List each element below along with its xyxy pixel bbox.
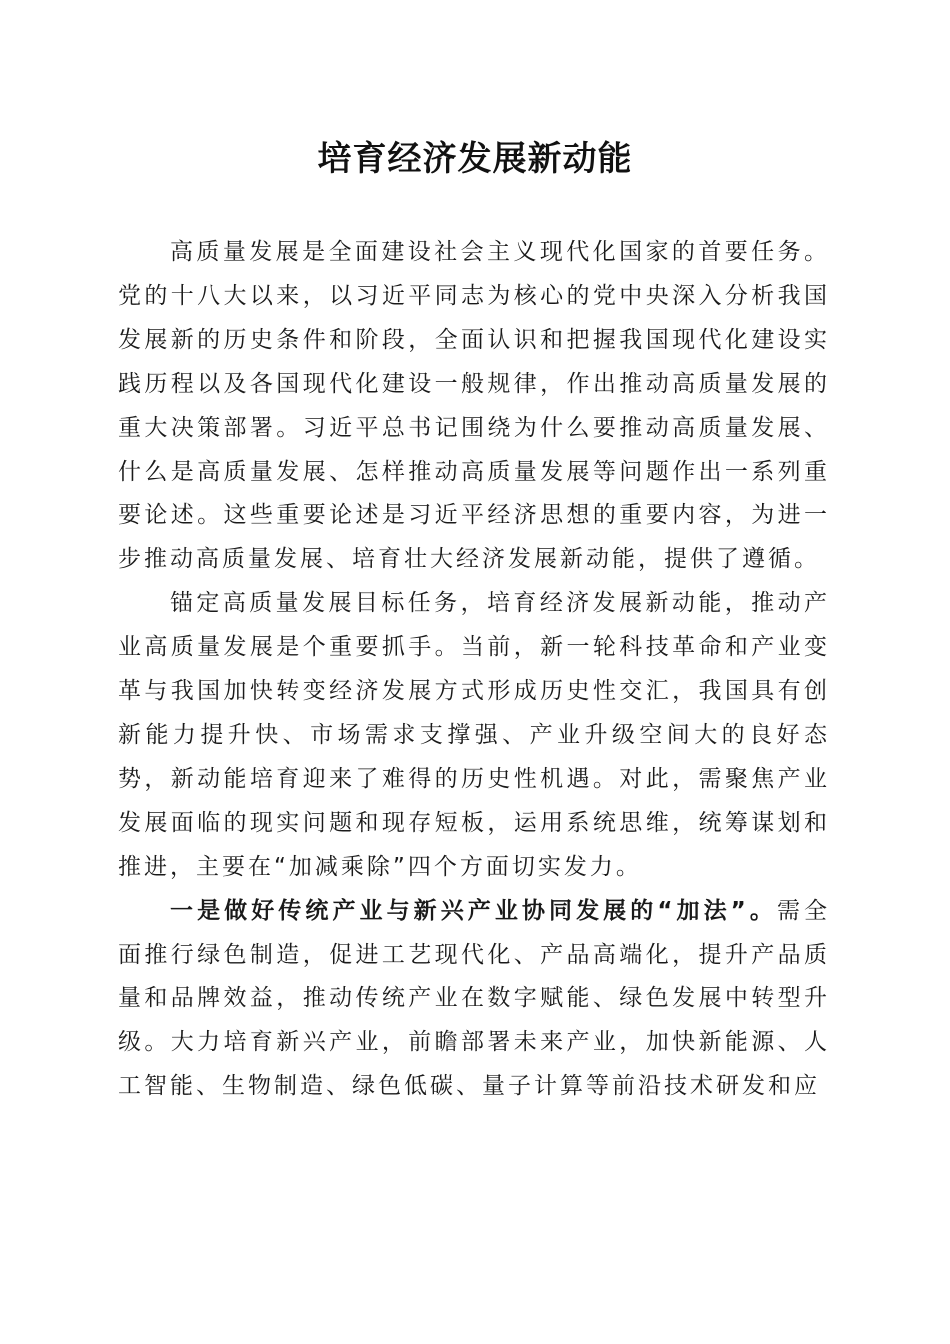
paragraph-1-text: 高质量发展是全面建设社会主义现代化国家的首要任务。党的十八大以来，以习近平同志为核心的党中央深入分析我国发展新的历史条件和阶段，全面认识和把握我国现代化建设实践历程以及各国现代化建设一般规律，作出推动高质量发展的重大决策部署。习近平总书记围绕为什么要推动高质量发展、什么是高质量发展、怎样推动高质量发展等问题作出一系列重要论述。这些重要论述是习近平经济思想的重要内容，为进一步推动高质量发展、培育壮大经济发展新动能，提供了遵循。 [118,239,830,573]
document-title: 培育经济发展新动能 [317,139,633,179]
paragraph-2-text: 锚定高质量发展目标任务，培育经济发展新动能，推动产业高质量发展是个重要抓手。当前，新一轮科技革命和产业变革与我国加快转变经济发展方式形成历史性交汇，我国具有创新能力提升快、市场需求支撑强、产业升级空间大的良好态势，新动能培育迎来了难得的历史性机遇。对此，需聚焦产业发展面临的现实问题和现存短板，运用系统思维，统筹谋划和推进，主要在“加减乘除”四个方面切实发力。 [118,590,830,880]
paragraph-3-lead: 一是做好传统产业与新兴产业协同发展的“加法”。 [170,897,777,924]
paragraph-1 [118,231,830,582]
paragraph-2 [118,582,830,889]
paragraph-3 [118,890,830,1110]
paragraph-3-text: 需全面推行绿色制造，促进工艺现代化、产品高端化，提升产品质量和品牌效益，推动传统产业在数字赋能、绿色发展中转型升级。大力培育新兴产业，前瞻部署未来产业，加快新能源、人工智能、生物制造、绿色低碳、量子计算等前沿技术研发和应 [118,897,831,1100]
document-body [118,231,830,1109]
